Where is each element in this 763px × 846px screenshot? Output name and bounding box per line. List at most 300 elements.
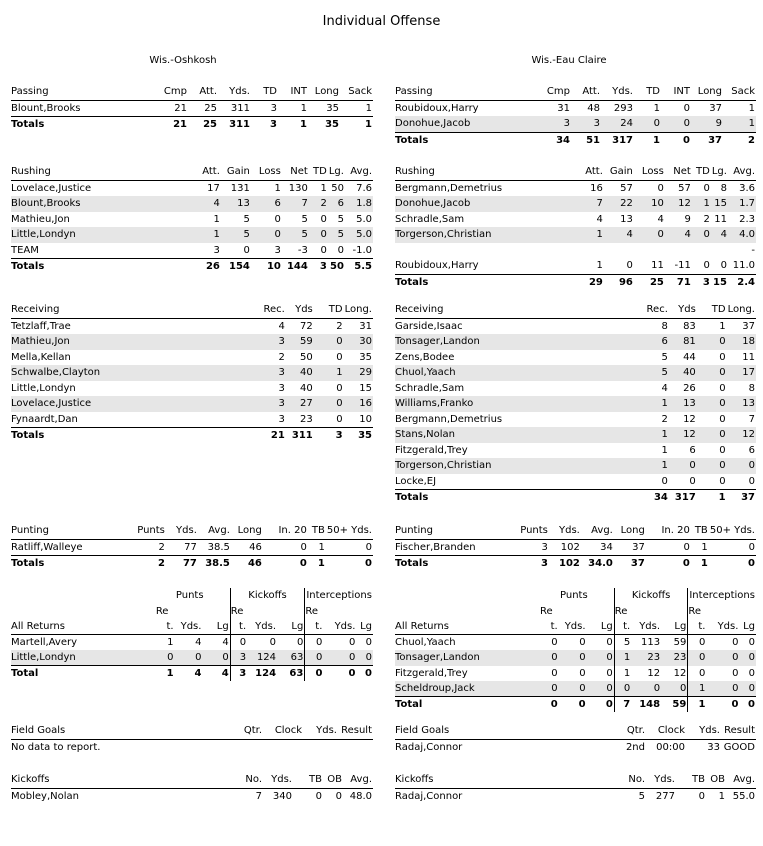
stat-cell: 40 — [300, 382, 313, 394]
stat-cell: 0 — [661, 475, 668, 487]
group-header-punts: Punts — [560, 590, 588, 602]
stat-cell: 4 — [596, 213, 603, 225]
stat-cell: 12 — [673, 667, 687, 679]
stat-cell: 0 — [323, 666, 356, 682]
stat-cell: 96 — [604, 274, 634, 290]
stat-cell: 1 — [151, 227, 221, 243]
stat-cell: 0 — [579, 637, 586, 648]
home-passing-table — [11, 84, 373, 133]
stat-cell: 13 — [727, 396, 756, 412]
player-name: Radaj,Connor — [395, 790, 463, 802]
stat-cell: 0 — [365, 541, 372, 553]
totals-label: Totals — [395, 556, 505, 572]
stat-cell: 5 — [282, 227, 309, 243]
totals-row — [11, 428, 373, 444]
stat-cell: 3 — [213, 244, 220, 256]
stat-cell: 38.5 — [198, 556, 231, 572]
player-name: Donohue,Jacob — [395, 196, 535, 212]
table-row — [395, 318, 756, 334]
stat-cell: 37 — [632, 541, 645, 553]
stat-cell: 22 — [604, 196, 634, 212]
stat-cell: 63 — [277, 650, 305, 666]
stat-cell: 0 — [661, 681, 688, 697]
stat-cell: 8 — [748, 382, 755, 394]
stat-cell: 0 — [719, 351, 726, 363]
table-row — [395, 227, 756, 243]
player-name: Torgerson,Christian — [395, 227, 535, 243]
col-header: Sack — [340, 84, 373, 100]
col-header: t. — [688, 619, 707, 635]
stat-cell: 11 — [742, 351, 755, 363]
stat-cell: 0 — [739, 681, 756, 697]
stat-cell: 81 — [669, 334, 697, 350]
stat-cell: 0 — [534, 697, 559, 713]
stat-cell: 0 — [551, 637, 558, 648]
stat-cell: 37 — [742, 320, 755, 332]
stat-cell: 00:00 — [656, 741, 685, 753]
stat-cell: 7 — [614, 697, 631, 713]
stat-cell: 5.0 — [356, 213, 372, 225]
col-header: Yds. — [323, 619, 356, 635]
stat-cell: 3 — [535, 116, 571, 132]
stat-cell: 3 — [314, 428, 344, 444]
stat-cell: 1 — [308, 556, 326, 572]
stat-cell: 7 — [282, 196, 309, 212]
table-header — [395, 164, 756, 180]
stat-cell: 24 — [601, 116, 634, 132]
home-receiving-table — [11, 302, 373, 444]
player-name: Roubidoux,Harry — [395, 260, 479, 271]
totals-label: Totals — [395, 274, 535, 290]
stat-cell: 1 — [661, 444, 668, 456]
col-header: TD — [692, 164, 711, 180]
stat-cell: 35 — [326, 102, 339, 114]
stat-cell: 46 — [231, 556, 263, 572]
col-header: Cmp — [151, 84, 188, 100]
col-header: Cmp — [535, 84, 571, 100]
stat-cell: 9 — [691, 116, 723, 132]
stat-cell: 0 — [732, 667, 739, 679]
stat-cell: 3 — [571, 116, 601, 132]
table-row — [395, 474, 756, 490]
stat-cell: 34 — [535, 132, 571, 148]
col-header: TD — [314, 302, 344, 318]
stat-cell: 37 — [691, 132, 723, 148]
stat-cell: 0 — [305, 635, 324, 651]
stat-cell: 0 — [748, 667, 755, 679]
stat-cell: 8 — [661, 320, 668, 332]
table-row — [395, 650, 756, 666]
stat-cell: 5 — [301, 213, 308, 225]
away-receiving-table — [395, 302, 756, 506]
stat-cell: 0 — [559, 681, 587, 697]
stat-cell: 50 — [328, 259, 345, 275]
table-row — [11, 381, 373, 397]
stat-cell — [634, 243, 665, 259]
col-header: Long — [308, 84, 340, 100]
stat-cell: 1 — [614, 666, 631, 682]
section-label: Receiving — [395, 302, 559, 318]
stat-cell: 63 — [277, 666, 305, 682]
player-name: Little,Londyn — [11, 650, 150, 666]
stat-cell: 0 — [337, 244, 344, 256]
col-header: Loss — [634, 164, 665, 180]
table-row — [395, 381, 756, 397]
stat-cell: 3 — [175, 396, 286, 412]
table-row — [11, 350, 373, 366]
stat-cell: 11 — [651, 260, 664, 271]
totals-row — [395, 697, 756, 713]
stat-cell: 1 — [314, 365, 344, 381]
table-row — [395, 258, 756, 274]
stat-cell: 2.3 — [739, 213, 755, 225]
stat-cell: 0 — [296, 637, 304, 648]
home-fieldgoals-table — [11, 723, 373, 755]
stat-cell: 0 — [551, 667, 558, 679]
stat-cell: 1 — [318, 541, 325, 553]
stat-cell: 6 — [251, 196, 282, 212]
totals-label: Totals — [11, 428, 175, 444]
stat-cell: 0 — [336, 413, 343, 425]
stat-cell: 4 — [278, 320, 285, 332]
col-header: Avg. — [345, 164, 373, 180]
stat-cell — [711, 243, 728, 259]
stat-cell: 4 — [661, 382, 668, 394]
stat-cell: 0 — [326, 556, 373, 572]
stat-cell: 0 — [703, 260, 710, 271]
stat-cell: 12 — [669, 427, 697, 443]
stat-cell: 3 — [175, 365, 286, 381]
player-name — [395, 243, 535, 259]
group-header-punts: Punts — [175, 590, 204, 602]
table-row — [11, 243, 373, 259]
stat-cell: 1 — [614, 650, 631, 666]
totals-label: Total — [395, 697, 534, 713]
stat-cell: 0 — [697, 365, 727, 381]
player-name: Fitzgerald,Trey — [395, 667, 468, 679]
stat-cell: 33 — [707, 741, 720, 753]
stat-cell: 3 — [278, 413, 285, 425]
section-label: Rushing — [395, 164, 535, 180]
stat-cell: 2.4 — [728, 274, 756, 290]
stat-cell: 3 — [251, 117, 278, 133]
col-header: Yds. — [263, 772, 293, 788]
col-header: Qtr. — [231, 723, 263, 739]
stat-cell: 15 — [711, 196, 728, 212]
stat-cell: 0 — [320, 213, 327, 225]
col-header: Lg — [587, 619, 615, 635]
table-row — [395, 365, 756, 381]
player-name: Bergmann,Demetrius — [395, 413, 503, 425]
table-header — [11, 302, 373, 318]
stat-cell: 2 — [703, 213, 710, 225]
player-name: Little,Londyn — [11, 382, 76, 394]
stat-cell: 124 — [247, 666, 277, 682]
table-header — [395, 523, 756, 539]
stat-cell: 0 — [534, 681, 559, 697]
stat-cell: 1 — [596, 260, 603, 271]
stat-cell: 311 — [230, 102, 250, 114]
player-name: Stans,Nolan — [395, 427, 559, 443]
player-name: TEAM — [11, 244, 39, 256]
stat-cell: 5 — [559, 365, 669, 381]
stat-cell: 10 — [359, 413, 372, 425]
player-name: Williams,Franko — [395, 396, 559, 412]
stat-cell: 13 — [620, 213, 633, 225]
col-header: INT — [278, 84, 308, 100]
stat-cell: 0 — [719, 413, 726, 425]
col-header: Lg — [739, 619, 756, 635]
col-header: Lg. — [328, 164, 345, 180]
stat-cell: 34.0 — [581, 556, 614, 572]
table-row — [395, 681, 756, 697]
group-header-row — [395, 588, 756, 604]
stat-cell: 59 — [286, 334, 314, 350]
stat-cell: 31 — [557, 102, 570, 114]
player-name: Locke,EJ — [395, 475, 437, 487]
stat-cell: 3 — [230, 650, 247, 666]
stat-cell: 0 — [688, 635, 707, 651]
player-name: Bergmann,Demetrius — [395, 182, 503, 194]
stat-cell: 0 — [243, 244, 250, 256]
table-row — [395, 443, 756, 459]
table-row — [395, 739, 756, 755]
col-header: TB — [676, 772, 706, 788]
col-header: Yds. — [559, 619, 587, 635]
table-row — [11, 635, 373, 651]
stat-cell — [665, 243, 692, 259]
col-header: TB — [691, 523, 709, 539]
stat-cell: 57 — [620, 182, 633, 194]
stat-cell: 4 — [604, 227, 634, 243]
table-row — [395, 458, 756, 474]
stat-cell: 0 — [683, 102, 690, 114]
col-header: No. — [231, 772, 263, 788]
stat-cell: 0 — [634, 227, 665, 243]
table-row — [395, 196, 756, 212]
stat-cell: 113 — [640, 637, 661, 648]
table-row — [11, 788, 373, 804]
col-header: In. 20 — [646, 523, 691, 539]
stat-cell: 7 — [748, 413, 755, 425]
col-header: Avg. — [726, 772, 756, 788]
col-header: Re — [614, 604, 631, 620]
col-header: Gain — [221, 164, 251, 180]
stat-cell: 1 — [300, 102, 307, 114]
stat-cell: 0 — [739, 697, 756, 713]
player-name: Lovelace,Justice — [11, 182, 92, 194]
table-row — [11, 227, 373, 243]
stat-cell: 5 — [243, 213, 250, 225]
col-header: Yds. — [601, 84, 634, 100]
stat-cell: 1.8 — [345, 196, 373, 212]
totals-row — [395, 556, 756, 572]
stat-cell: 12 — [683, 413, 696, 425]
totals-label: Totals — [11, 259, 151, 275]
stat-cell: 59 — [673, 637, 687, 648]
stat-cell: 1.7 — [728, 196, 756, 212]
stat-cell: 0 — [314, 334, 344, 350]
stat-cell: 2nd — [625, 741, 645, 753]
stat-cell: 25 — [634, 274, 665, 290]
stat-cell: 23 — [300, 413, 313, 425]
col-header: Lg — [661, 619, 688, 635]
table-row — [395, 350, 756, 366]
stat-cell: 0 — [587, 650, 615, 666]
col-header: 50+ Yds. — [709, 523, 756, 539]
col-header: Lg — [356, 619, 373, 635]
player-name: Roubidoux,Harry — [395, 102, 479, 114]
stat-cell: 0 — [719, 382, 726, 394]
stat-cell: 11 — [714, 213, 727, 225]
stat-cell: 29 — [344, 365, 373, 381]
table-header — [395, 723, 756, 739]
table-row — [395, 788, 756, 804]
table-header — [11, 772, 373, 788]
col-header: Att. — [188, 84, 218, 100]
stat-cell: 5.5 — [345, 259, 373, 275]
stat-cell: 7 — [255, 790, 262, 802]
stat-cell: 0 — [698, 790, 705, 802]
stat-cell: 12 — [665, 196, 692, 212]
stat-cell: 1 — [697, 490, 727, 506]
table-row — [11, 412, 373, 428]
stat-cell: 4.0 — [728, 227, 756, 243]
stat-cell: -11 — [674, 260, 691, 271]
stat-cell: 0 — [559, 650, 587, 666]
stat-cell: 0 — [335, 790, 342, 802]
stat-cell: 57 — [678, 182, 691, 194]
home-team-name: Wis.-Oshkosh — [149, 55, 217, 66]
player-name: Mobley,Nolan — [11, 790, 79, 802]
stat-cell: 1 — [274, 182, 281, 194]
col-header: TD — [309, 164, 328, 180]
col-header: t. — [534, 619, 559, 635]
player-name: Chuol,Yaach — [395, 637, 456, 648]
player-name: Scheldroup,Jack — [395, 681, 534, 697]
col-header: Long. — [727, 302, 756, 318]
stat-cell: 0 — [559, 697, 587, 713]
table-row — [11, 739, 373, 755]
section-label: Passing — [395, 84, 535, 100]
table-row — [11, 334, 373, 350]
stat-cell: 3 — [274, 244, 281, 256]
stat-cell: 0 — [739, 650, 756, 666]
player-name: Chuol,Yaach — [395, 365, 559, 381]
stat-cell: 1 — [559, 396, 669, 412]
table-row — [11, 100, 373, 117]
totals-row — [11, 259, 373, 275]
stat-cell: 0 — [263, 556, 308, 572]
totals-row — [11, 117, 373, 133]
stat-cell: 50 — [300, 351, 313, 363]
player-name: Ratliff,Walleye — [11, 541, 83, 553]
stat-cell: 0 — [727, 458, 756, 474]
stat-cell: 1 — [719, 320, 726, 332]
stat-cell: 0 — [305, 650, 324, 666]
stat-cell: 154 — [221, 259, 251, 275]
player-name: Fynaardt,Dan — [11, 413, 78, 425]
col-header: Long — [614, 523, 646, 539]
stat-cell: 0 — [748, 475, 755, 487]
stat-cell: 0 — [719, 444, 726, 456]
col-header: 50+ Yds. — [326, 523, 373, 539]
player-name: Torgerson,Christian — [395, 458, 559, 474]
stat-cell: 34 — [600, 541, 613, 553]
stat-cell: 7 — [535, 196, 604, 212]
stat-cell: 4 — [665, 227, 692, 243]
stat-cell: 1 — [559, 427, 669, 443]
stat-cell: 0 — [365, 637, 372, 648]
col-header: t. — [614, 619, 631, 635]
table-row — [11, 539, 373, 556]
col-header: Re — [539, 605, 553, 617]
table-header — [395, 619, 756, 635]
col-header: t. — [230, 619, 247, 635]
stat-cell: 148 — [631, 697, 661, 713]
stat-cell: 10 — [634, 196, 665, 212]
col-header: Loss — [251, 164, 282, 180]
stat-cell: 25 — [204, 102, 217, 114]
stat-cell: 1 — [213, 213, 220, 225]
stat-cell: 0 — [697, 458, 727, 474]
stat-cell: 13 — [221, 196, 251, 212]
col-header: Avg. — [198, 523, 231, 539]
stat-cell: 0 — [669, 458, 697, 474]
table-row — [395, 635, 756, 651]
stat-cell: 44 — [683, 351, 696, 363]
home-returns-table — [11, 588, 373, 681]
stat-cell: 46 — [249, 541, 262, 553]
stat-cell: 77 — [184, 541, 197, 553]
player-name: Garside,Isaac — [395, 320, 463, 332]
stat-cell: 4 — [657, 213, 664, 225]
col-header: Net — [282, 164, 309, 180]
stat-cell: 6 — [748, 444, 755, 456]
group-header-interceptions: Interceptions — [305, 588, 373, 604]
stat-cell: 3 — [541, 541, 548, 553]
stat-cell: 0 — [706, 650, 739, 666]
col-header: Yds. — [686, 723, 721, 739]
stat-cell: 77 — [166, 556, 198, 572]
col-header: OB — [706, 772, 726, 788]
table-row — [395, 427, 756, 443]
stat-cell: 30 — [344, 334, 373, 350]
stat-cell: 5 — [221, 227, 251, 243]
stat-cell: 4 — [202, 666, 230, 682]
stat-cell: 1 — [278, 117, 308, 133]
home-punting-table — [11, 523, 373, 572]
col-header: Long — [231, 523, 263, 539]
stat-cell: 50 — [331, 182, 344, 194]
col-header: Avg. — [343, 772, 373, 788]
totals-row — [395, 490, 756, 506]
col-header: Result — [721, 723, 756, 739]
stat-cell: 340 — [272, 790, 292, 802]
stat-cell: 7.6 — [356, 182, 372, 194]
section-label: Punting — [11, 523, 121, 539]
col-header: Result — [338, 723, 373, 739]
col-header: Yds. — [218, 84, 251, 100]
stat-cell: 0 — [336, 351, 343, 363]
col-header: Avg. — [728, 164, 756, 180]
stat-cell: 1 — [634, 132, 661, 148]
stat-cell: 40 — [669, 365, 697, 381]
col-header: Clock — [646, 723, 686, 739]
col-header: Att. — [571, 84, 601, 100]
section-label: Kickoffs — [11, 772, 231, 788]
stat-cell: 5 — [328, 227, 345, 243]
